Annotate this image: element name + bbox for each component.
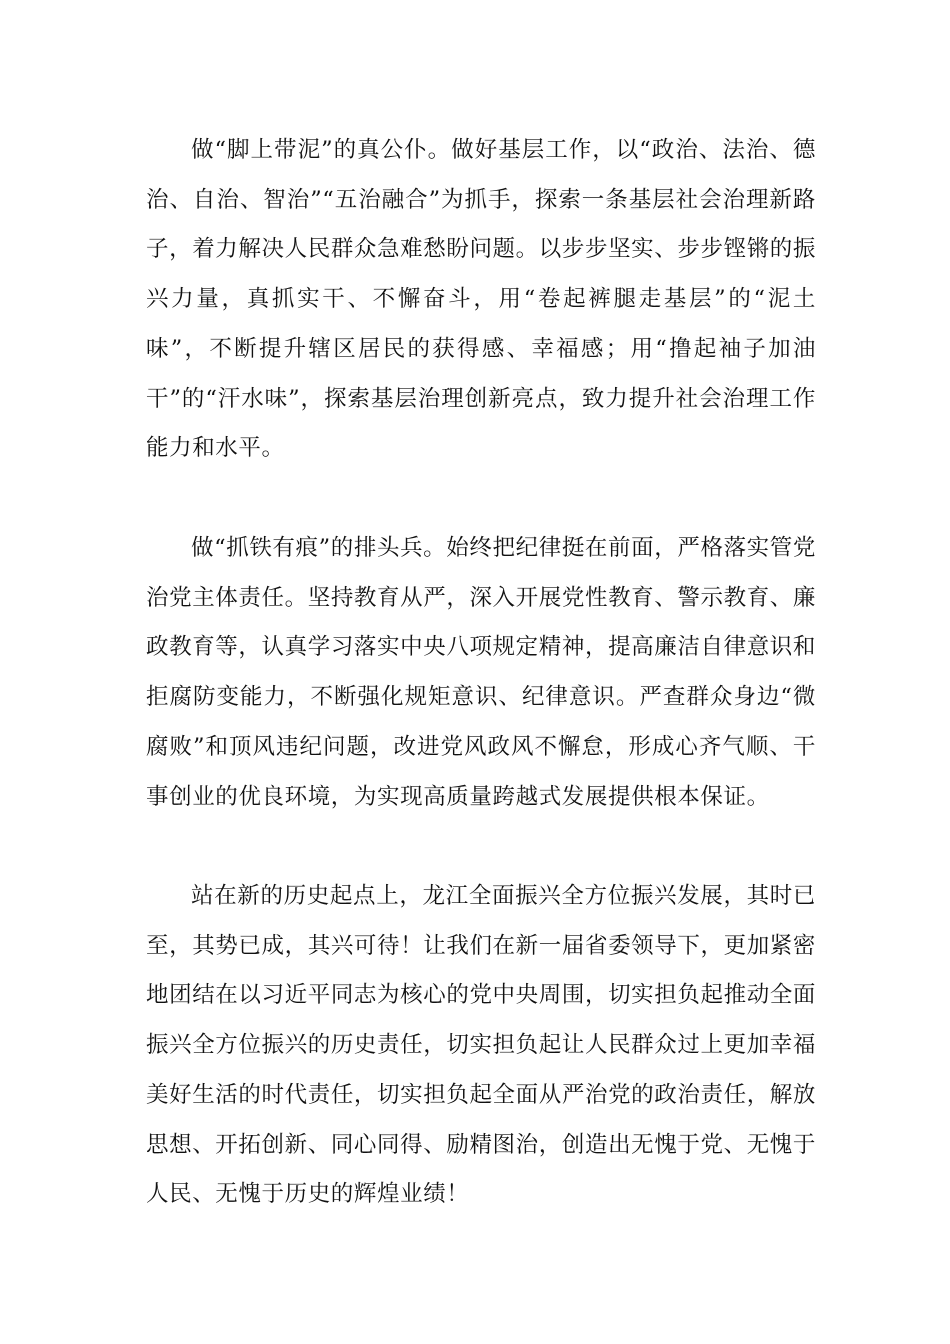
paragraph-discipline-vanguard: 做“抓铁有痕”的排头兵。始终把纪律挺在前面，严格落实管党治党主体责任。坚持教育从严，深入开展党性教育、警示教育、廉政教育等，认真学习落实中央八项规定精神，提高廉洁自律意识和拒腐防变能力，不断强化规矩意识、纪律意识。严查群众身边“微腐败”和顶风违纪问题，改进党风政风不懈怠，形成心齐气顺、干事创业的优良环境，为实现高质量跨越式发展提供根本保证。 [146,535,816,810]
paragraph-grassroots-servant: 做“脚上带泥”的真公仆。做好基层工作，以“政治、法治、德治、自治、智治”“五治融合”为抓手，探索一条基层社会治理新路子，着力解决人民群众急难愁盼问题。以步步坚实、步步铿锵的振兴力量，真抓实干、不懈奋斗，用“卷起裤腿走基层”的“泥土味”，不断提升辖区居民的获得感、幸福感；用“撸起袖子加油干”的“汗水味”，探索基层治理创新亮点，致力提升社会治理工作能力和水平。 [146,137,816,462]
paragraph-revitalization-closing: 站在新的历史起点上，龙江全面振兴全方位振兴发展，其时已至，其势已成，其兴可待！让我们在新一届省委领导下，更加紧密地团结在以习近平同志为核心的党中央周围，切实担负起推动全面振兴全方位振兴的历史责任，切实担负起让人民群众过上更加幸福美好生活的时代责任，切实担负起全面从严治党的政治责任，解放思想、开拓创新、同心同得、励精图治，创造出无愧于党、无愧于人民、无愧于历史的辉煌业绩！ [146,883,816,1208]
